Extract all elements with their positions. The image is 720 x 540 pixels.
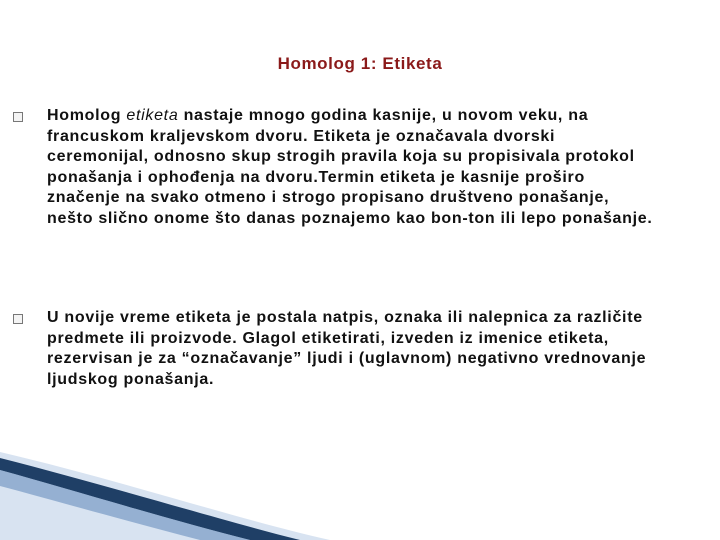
paragraph-1-lead: Homolog: [47, 107, 127, 124]
paragraph-1-italic-word: etiketa: [126, 107, 179, 124]
slide-title: Homolog 1: Etiketa: [277, 54, 443, 73]
paragraph-2: U novije vreme etiketa je postala natpis, oznaka ili nalepnica za različite predmete ili proizvode. Glagol etiketirati, izveden iz imenice etiketa, rezervisan je za “označavanje” ljudi i (uglavnom) negativno vrednovanje ljudskog ponašanja.: [47, 309, 647, 388]
paragraph-1-rest: nastaje mnogo godina kasnije, u novom veku, na francuskom kraljevskom dvoru. Etiketa je označavala dvorski ceremonijal, odnosno skup strogih pravila koja su propisivala protokol ponašanja i ophođenja na dvoru.Termin etiketa je kasnije proširo značenje na svako otmeno i strogo propisano društveno ponašanje, nešto slično onome što danas poznajemo kao bon-ton ili lepo ponašanje.: [47, 107, 653, 227]
